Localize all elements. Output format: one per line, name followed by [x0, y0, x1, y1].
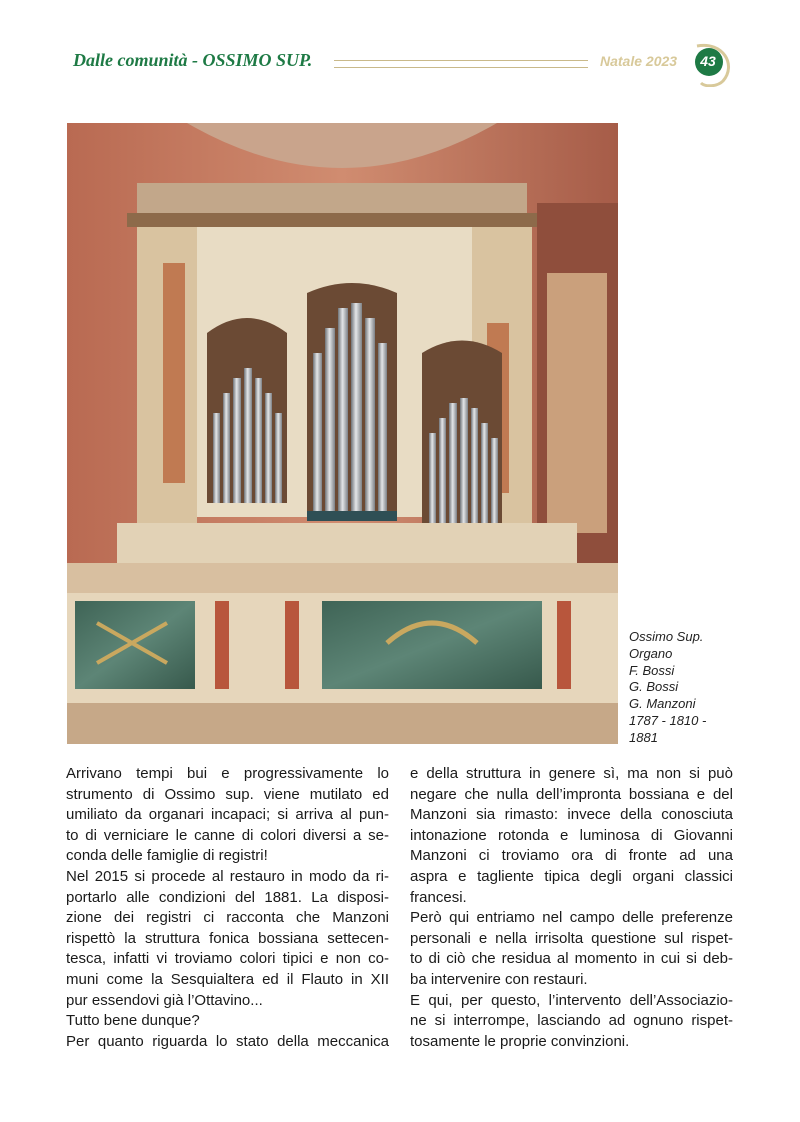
organ-photo: [67, 123, 618, 744]
header-rule: [334, 60, 588, 68]
caption-line: Organo: [629, 645, 673, 661]
caption-line: G. Bossi: [629, 679, 679, 695]
photo-caption: [629, 629, 739, 747]
issue-label: Natale 2023: [600, 53, 678, 69]
text-line: umiliato da organari incapaci; si arriva al pun-: [66, 806, 389, 824]
text-line: strumento di Ossimo sup. viene mutilato ed: [66, 785, 389, 803]
text-line: tosamente le proprie convinzioni.: [410, 1032, 630, 1050]
text-line: Per quanto riguarda lo stato della meccanica: [66, 1032, 389, 1050]
caption-line: G. Manzoni: [629, 696, 696, 712]
text-line: conda delle famiglie di registri!: [66, 847, 268, 865]
text-line: personali e nella irrisolta questione sul rispet-: [410, 929, 733, 947]
article-column-left: [66, 764, 389, 1052]
text-line: Nel 2015 si procede al restauro in modo da ri-: [66, 867, 389, 885]
text-line: to di verniciare le canne di colori diversi a se-: [66, 826, 389, 844]
text-line: rispettò la struttura fonica bossiana settecen-: [66, 929, 389, 947]
text-line: Tutto bene dunque?: [66, 1012, 200, 1030]
article-column-right: [410, 764, 733, 1052]
text-line: zione dei registri ci racconta che Manzoni: [66, 909, 389, 927]
text-line: intonazione rotonda e luminosa di Giovanni: [410, 826, 733, 844]
text-line: aspra e tagliente tipica degli organi classici: [410, 867, 733, 885]
text-line: muni come la Sesquialtera ed il Flauto in XII: [66, 970, 389, 988]
text-line: Manzoni ci troviamo ora di fronte ad una: [410, 847, 733, 865]
page-badge: [693, 43, 731, 83]
text-line: ne si interrompe, lasciando ad ognuno rispet-: [410, 1012, 733, 1030]
caption-line: 1787 - 1810 -: [629, 712, 707, 728]
text-line: negare che nulla dell’impronta bossiana e del: [410, 785, 733, 803]
page-number: 43: [700, 53, 716, 69]
text-line: pur essendovi già l’Ottavino...: [66, 991, 263, 1009]
text-line: portarlo alle condizioni del 1881. La disposi-: [66, 888, 389, 906]
text-line: to di ciò che residua al momento in cui si deb-: [410, 950, 733, 968]
caption-line: F. Bossi: [629, 662, 675, 678]
section-title: Dalle comunità - OSSIMO SUP.: [73, 50, 313, 70]
text-line: tesca, infatti vi troviamo colori tipici e non co-: [66, 950, 389, 968]
text-line: ba intervenire con restauri.: [410, 970, 588, 988]
text-line: Manzoni sia rimasto: invece della conosciuta: [410, 806, 733, 824]
text-line: francesi.: [410, 888, 467, 906]
text-line: Però qui entriamo nel campo delle preferenze: [410, 909, 733, 927]
caption-line: Ossimo Sup.: [629, 629, 704, 644]
text-line: e della struttura in genere sì, ma non si può: [410, 765, 733, 782]
caption-line: 1881: [629, 729, 658, 745]
text-line: Arrivano tempi bui e progressivamente lo: [66, 765, 389, 782]
text-line: E qui, per questo, l’intervento dell’Associazio-: [410, 991, 733, 1009]
